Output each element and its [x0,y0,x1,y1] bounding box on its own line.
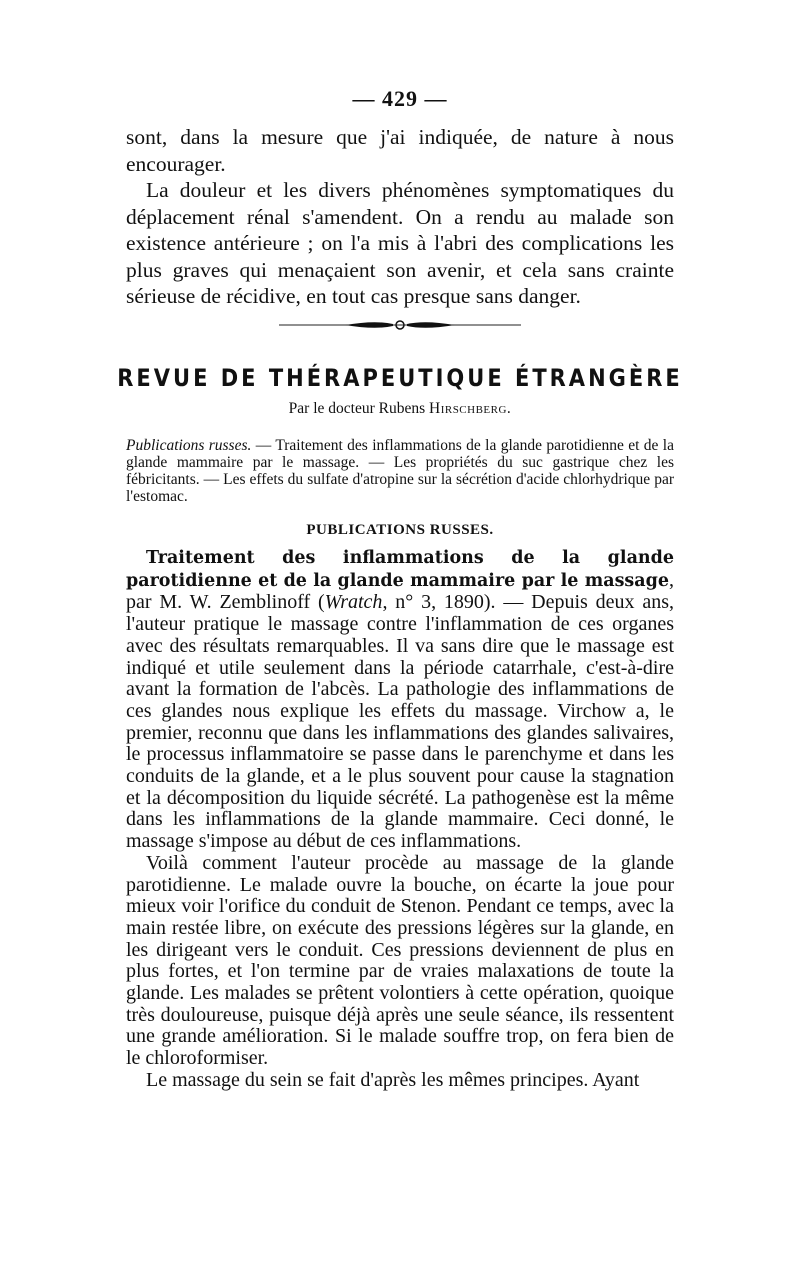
summary-text: — Traitement des inflammations de la glande parotidienne et de la glande mammaire par le massage. — Les propriétés du suc gastrique chez les fébricitants. — Les effets du sulfate d'atropine sur la sécrétion d'acide chlorhydrique par l'estomac. [126,437,674,505]
byline-author: Hirschberg. [429,400,512,417]
article-paragraph-3: Le massage du sein se fait d'après les mêmes principes. Ayant [146,1068,640,1091]
intro-text [126,124,674,310]
article-title: Traitement des inflammations de la glande parotidienne et de la glande mammaire par le massage [126,548,674,591]
byline [0,400,800,418]
summary-lead: Publications russes. [126,437,252,454]
page-number: — 429 — [352,86,448,111]
intro-paragraph-1: sont, dans la mesure que j'ai indiquée, de nature à nous encourager. [126,125,674,176]
article-body [126,547,674,1092]
section-heading: REVUE DE THÉRAPEUTIQUE ÉTRANGÈRE [117,364,683,392]
article-paragraph-2: Voilà comment l'auteur procède au massage de la glande parotidienne. Le malade ouvre la bouche, on écarte la joue pour mieux voir l'orifice du conduit de Stenon. Pendant ce temps, avec la main restée libre, on exécute des pressions légères sur la glande, en les dirigeant vers le conduit. Ces pressions deviennent de plus en plus fortes, et l'on termine par de vraies malaxations de toute la glande. Les malades se prêtent volontiers à cette opération, quoique très douloureuse, puisque déjà après une seule séance, ils ressentent une grande amélioration. Si le malade souffre trop, on fera bien de le chloroformiser. [126,851,674,1070]
subsection-heading: PUBLICATIONS RUSSES. [306,522,494,538]
summary [126,437,674,505]
ornament-divider [275,318,525,332]
intro-paragraph-2: La douleur et les divers phénomènes symptomatiques du déplacement rénal s'amendent. On a rendu au malade son existence antérieure ; on l'a mis à l'abri des complications les plus graves qui menaçaient son avenir, et cela sans crainte sérieuse de récidive, en tout cas presque sans danger. [126,178,674,308]
article-paragraph-1 [126,547,674,853]
article-journal: Wratch [324,591,383,614]
article-author: , par M. W. Zemblinoff ( [126,568,674,614]
byline-prefix: Par le docteur Rubens [288,400,426,417]
article-text: , n° 3, 1890). — Depuis deux ans, l'auteur pratique le massage contre l'inflammation de ces organes avec des résultats remarquables. Il va sans dire que le massage est indiqué et utile seulement dans la période catarrhale, c'est-à-dire avant la formation de l'abcès. La pathologie des inflammations de ces glandes nous explique les effets du massage. Virchow a, le premier, reconnu que dans les inflammations des glandes salivaires, le processus inflammatoire se passe dans le parenchyme et dans les conduits de la glande, et a le plus souvent pour cause la stagnation et la décomposition du liquide sécrété. La pathogenèse est la même dans les inflammations de la glande mammaire. Ceci donné, le massage s'impose au début de ces inflammations. [126,591,675,853]
